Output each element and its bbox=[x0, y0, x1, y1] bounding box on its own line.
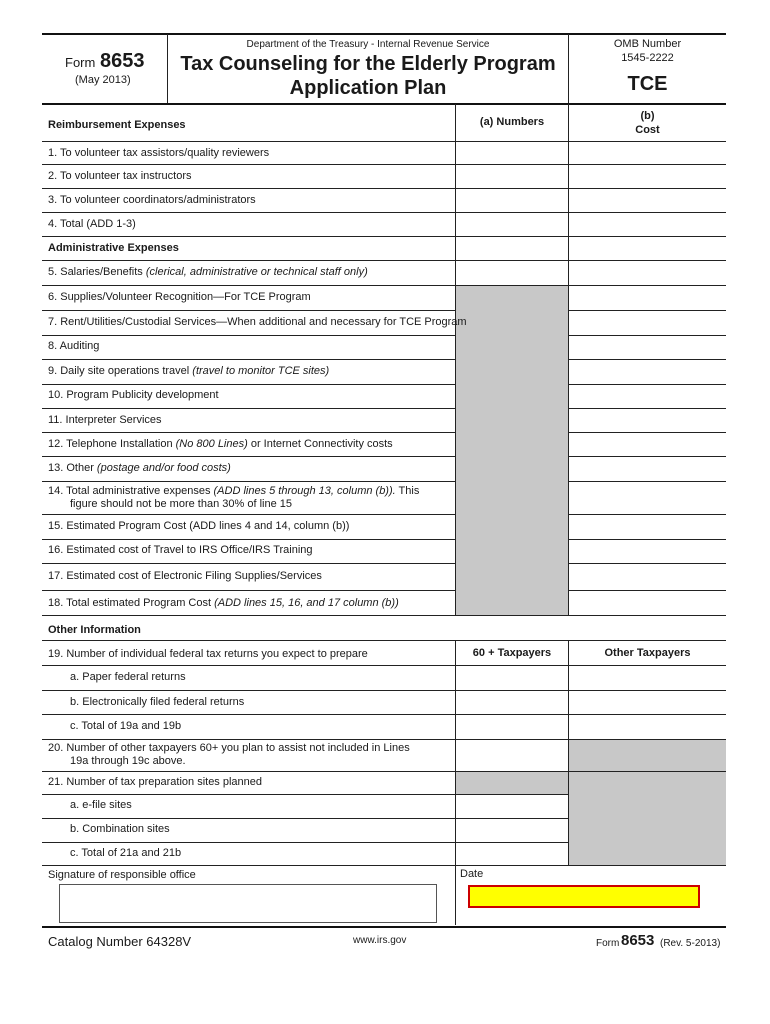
line-19c-other-field[interactable] bbox=[569, 715, 726, 739]
line-2-numbers-field[interactable] bbox=[456, 165, 568, 188]
omb-number: 1545-2222 bbox=[621, 52, 674, 64]
line-17-cost-field[interactable] bbox=[569, 564, 726, 590]
line-21a-label: a. e-file sites bbox=[70, 799, 132, 811]
rule bbox=[42, 739, 726, 740]
line-3-label: 3. To volunteer coordinators/administrators bbox=[48, 194, 256, 206]
line-14-label-cont: figure should not be more than 30% of line 15 bbox=[70, 498, 292, 510]
line-16-cost-field[interactable] bbox=[569, 540, 726, 563]
line-12-cost-field[interactable] bbox=[569, 433, 726, 456]
rule bbox=[42, 615, 726, 616]
line-18-note: (ADD lines 15, 16, and 17 column (b)) bbox=[214, 597, 399, 609]
line-5-cost-field[interactable] bbox=[569, 261, 726, 285]
line-4-cost-field[interactable] bbox=[569, 213, 726, 236]
line-18-cost-field[interactable] bbox=[569, 591, 726, 615]
line-17-label: 17. Estimated cost of Electronic Filing Supplies/Services bbox=[48, 570, 322, 582]
line-8-label: 8. Auditing bbox=[48, 340, 100, 352]
signature-field[interactable] bbox=[59, 884, 437, 923]
header-top-rule bbox=[42, 33, 726, 35]
form-title-line2: Application Plan bbox=[289, 77, 447, 99]
line-14-cost-field[interactable] bbox=[569, 482, 726, 514]
line-19c-label: c. Total of 19a and 19b bbox=[70, 720, 182, 732]
rule bbox=[42, 236, 726, 237]
line-2-label: 2. To volunteer tax instructors bbox=[48, 170, 192, 182]
line-15-label: 15. Estimated Program Cost (ADD lines 4 and 14, column (b)) bbox=[48, 520, 350, 532]
line-9-text: 9. Daily site operations travel bbox=[48, 365, 193, 377]
line-13-cost-field[interactable] bbox=[569, 457, 726, 481]
col-60-taxpayers-heading: 60 + Taxpayers bbox=[472, 647, 552, 659]
line-21c-label: c. Total of 21a and 21b bbox=[70, 847, 182, 859]
line-20-field[interactable] bbox=[456, 740, 568, 771]
line-3-cost-field[interactable] bbox=[569, 189, 726, 212]
line-14-text: 14. Total administrative expenses bbox=[48, 485, 214, 497]
other-info-heading: Other Information bbox=[48, 624, 141, 636]
col-b-letter: (b) bbox=[640, 110, 655, 122]
line-19b-label: b. Electronically filed federal returns bbox=[70, 696, 245, 708]
footer-form-prefix: Form bbox=[596, 938, 620, 949]
line-21c-field[interactable] bbox=[456, 843, 568, 865]
form-number: 8653 bbox=[100, 50, 145, 72]
form-code: TCE bbox=[627, 73, 668, 95]
line-16-label: 16. Estimated cost of Travel to IRS Office/IRS Training bbox=[48, 544, 313, 556]
line-20-label-cont: 19a through 19c above. bbox=[70, 755, 186, 767]
header-bottom-rule bbox=[42, 103, 726, 105]
irs-website: www.irs.gov bbox=[353, 935, 407, 946]
line-1-numbers-field[interactable] bbox=[456, 142, 568, 164]
line-15-cost-field[interactable] bbox=[569, 515, 726, 539]
col-b-heading: Cost bbox=[635, 124, 660, 136]
line-19b-other-field[interactable] bbox=[569, 691, 726, 714]
signature-divider bbox=[455, 865, 456, 925]
footer-form-number: 8653 bbox=[621, 932, 655, 949]
line-12-text-end: or Internet Connectivity costs bbox=[247, 438, 393, 450]
line-14-label bbox=[48, 485, 419, 498]
line-19a-other-field[interactable] bbox=[569, 666, 726, 690]
line-21-label: 21. Number of tax preparation sites planned bbox=[48, 776, 263, 788]
line-1-cost-field[interactable] bbox=[569, 142, 726, 164]
line-4-numbers-field[interactable] bbox=[456, 213, 568, 236]
rule bbox=[42, 771, 726, 772]
line-7-label: 7. Rent/Utilities/Custodial Services—When additional and necessary for TCE Program bbox=[48, 316, 467, 328]
line-2-cost-field[interactable] bbox=[569, 165, 726, 188]
line-18-text: 18. Total estimated Program Cost bbox=[48, 597, 215, 609]
line-9-label bbox=[48, 365, 329, 378]
line-19c-60plus-field[interactable] bbox=[456, 715, 568, 739]
line-19b-60plus-field[interactable] bbox=[456, 691, 568, 714]
footer-rule bbox=[42, 926, 726, 928]
line-10-cost-field[interactable] bbox=[569, 385, 726, 408]
catalog-number: Catalog Number 64328V bbox=[48, 934, 192, 949]
line-11-label: 11. Interpreter Services bbox=[48, 414, 162, 426]
line-13-label bbox=[48, 462, 231, 475]
line-20-label: 20. Number of other taxpayers 60+ you plan to assist not included in Lines bbox=[48, 742, 410, 754]
signature-label: Signature of responsible office bbox=[48, 869, 196, 881]
line-13-note: (postage and/or food costs) bbox=[96, 462, 231, 474]
line-21-shaded-cell bbox=[456, 771, 568, 794]
line-18-label bbox=[48, 597, 399, 610]
col-a-heading: (a) Numbers bbox=[479, 116, 545, 128]
line-6-label: 6. Supplies/Volunteer Recognition—For TCE Program bbox=[48, 291, 311, 303]
admin-heading: Administrative Expenses bbox=[48, 242, 179, 254]
line-21b-field[interactable] bbox=[456, 819, 568, 842]
line-11-cost-field[interactable] bbox=[569, 409, 726, 432]
col-a-shaded-area bbox=[456, 286, 568, 615]
line-19a-60plus-field[interactable] bbox=[456, 666, 568, 690]
omb-label: OMB Number bbox=[613, 38, 682, 50]
line-21a-field[interactable] bbox=[456, 795, 568, 818]
line-6-cost-field[interactable] bbox=[569, 286, 726, 310]
date-label: Date bbox=[460, 868, 484, 880]
rule bbox=[42, 865, 726, 866]
col-other-taxpayers-heading: Other Taxpayers bbox=[604, 647, 691, 659]
line-9-note: (travel to monitor TCE sites) bbox=[192, 365, 330, 377]
date-field[interactable] bbox=[468, 885, 700, 908]
other-col-shaded-area bbox=[569, 739, 726, 865]
line-1-label: 1. To volunteer tax assistors/quality reviewers bbox=[48, 147, 270, 159]
reimbursement-heading: Reimbursement Expenses bbox=[48, 119, 186, 131]
form-title-line1: Tax Counseling for the Elderly Program bbox=[180, 53, 556, 75]
line-9-cost-field[interactable] bbox=[569, 360, 726, 384]
form-date: (May 2013) bbox=[75, 74, 131, 86]
line-19-label: 19. Number of individual federal tax returns you expect to prepare bbox=[48, 648, 368, 660]
line-19a-label: a. Paper federal returns bbox=[70, 671, 186, 683]
line-12-note: (No 800 Lines) bbox=[175, 438, 248, 450]
department-name: Department of the Treasury - Internal Revenue Service bbox=[246, 39, 490, 50]
line-8-cost-field[interactable] bbox=[569, 336, 726, 359]
line-12-label bbox=[48, 438, 393, 451]
line-14-text-end: This bbox=[395, 485, 420, 497]
line-4-label: 4. Total (ADD 1-3) bbox=[48, 218, 136, 230]
line-5-numbers-field[interactable] bbox=[456, 261, 568, 285]
form-prefix: Form bbox=[65, 55, 96, 70]
line-13-text: 13. Other bbox=[48, 462, 97, 474]
rule bbox=[42, 640, 726, 641]
line-14-note: (ADD lines 5 through 13, column (b)). bbox=[213, 485, 396, 497]
line-5-text: 5. Salaries/Benefits bbox=[48, 266, 146, 278]
line-7-cost-field[interactable] bbox=[569, 311, 726, 335]
line-5-note: (clerical, administrative or technical staff only) bbox=[145, 266, 368, 278]
line-12-text: 12. Telephone Installation bbox=[48, 438, 176, 450]
line-21b-label: b. Combination sites bbox=[70, 823, 170, 835]
line-5-label bbox=[48, 266, 368, 279]
line-3-numbers-field[interactable] bbox=[456, 189, 568, 212]
line-10-label: 10. Program Publicity development bbox=[48, 389, 219, 401]
footer-revision: (Rev. 5-2013) bbox=[660, 938, 721, 949]
